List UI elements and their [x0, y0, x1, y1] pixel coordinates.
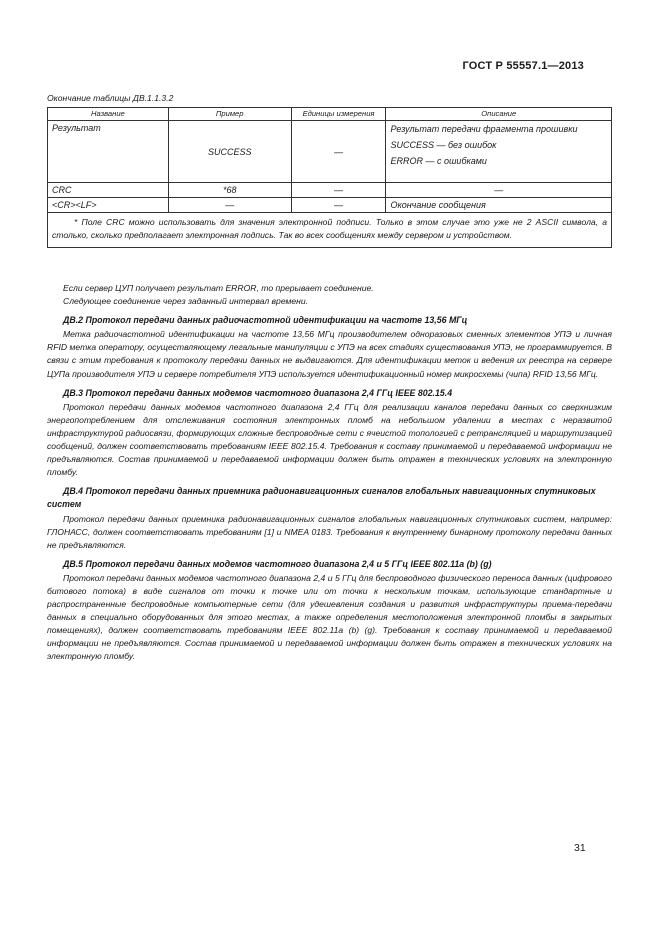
- table-note-row: [48, 213, 612, 248]
- table-header-row: [48, 108, 612, 121]
- cell-example: SUCCESS: [168, 121, 291, 183]
- intro-paragraph: Следующее соединение через заданный интервал времени.: [63, 296, 309, 307]
- parameters-table: [47, 107, 612, 248]
- description-line: ERROR — с ошибками: [390, 156, 487, 167]
- cell-name: <CR><LF>: [48, 198, 169, 213]
- cell-name: CRC: [48, 183, 169, 198]
- section-paragraph: Метка радиочастотной идентификации на частоте 13,56 МГц производителем одноразовых сменных элементов УПЭ и личная RFID метка оператору, осуществляющему легальные манипуляции с УПЭ на всех стадиях существования УПЭ, не программируется. В связи с этим требования к протоколу передачи данных не выдвигаются. Для идентификации меток и ведения их реестра на сервере ЦУПа производителя УПЭ и сервере потребителя УПЭ используется идентификационный номер микросхемы (чипа) RFID 13,56 МГц.: [47, 329, 612, 379]
- intro-paragraph: Если сервер ЦУП получает результат ERROR, то прерывает соединение.: [63, 283, 374, 293]
- section-paragraph: Протокол передачи данных приемника радионавигационных сигналов глобальных навигационных спутниковых систем, например: ГЛОНАСС, должен соответствовать требованиям [1] и NMEA 0183. Требования к внутреннему бинарному протоколу передачи данных не предъявляются.: [47, 513, 612, 550]
- table-caption: Окончание таблицы ДВ.1.1.3.2: [47, 93, 174, 103]
- document-body: [47, 282, 612, 663]
- cell-description: Окончание сообщения: [386, 198, 612, 213]
- section-heading: ДВ.5 Протокол передачи данных модемов частотного диапазона 2,4 и 5 ГГц IEEE 802.11a (b) (g): [63, 558, 492, 569]
- cell-unit: —: [291, 121, 386, 183]
- description-line: Результат передачи фрагмента прошивки: [390, 124, 578, 134]
- cell-description: —: [386, 183, 612, 198]
- column-header-unit: Единицы измерения: [291, 108, 386, 121]
- footnote-text: * Поле CRC можно использовать для значения электронной подписи. Только в этом случае это уже не 2 ASCII символа, а столько, сколько предполагает электронная подпись. Так во всех сообщениях между сервером и устройством.: [52, 217, 607, 241]
- section-heading: ДВ.3 Протокол передачи данных модемов частотного диапазона 2,4 ГГц IEEE 802.15.4: [63, 387, 453, 398]
- table-row: [48, 198, 612, 213]
- cell-unit: —: [291, 198, 386, 213]
- section-paragraph: Протокол передачи данных модемов частотного диапазона 2,4 и 5 ГГц для беспроводного физического переноса данных (цифрового битового потока) в виде сигналов от точки к точке или от точки к нескольким точкам, использующие стандартные и распространенные беспроводные компьютерные сети (для удешевления создания и развития инфраструктуры приема-передачи данных в специально оборудованных для этого местах, а также определения местоположения электронной пломбы в закрытых помещениях), должен соответствовать требованиям IEEE 802.11a (b) (g). Требования к составу принимаемой и передаваемой информации не предъявляются. Состав принимаемой и передаваемой информации должен быть отражен в технических условиях на электронную пломбу.: [47, 572, 612, 662]
- table-row: [48, 121, 612, 183]
- section-paragraph: Протокол передачи данных модемов частотного диапазона 2,4 ГГц для реализации каналов передачи данных со сверхнизким энергопотреблением для отслеживания состояния электронных пломб на небольшом удалении в местах с неразвитой инфраструктурой радиосвязи, формирующих сложные беспроводные сети с ячеистой топологией с ретрансляцией и маршрутизацией сообщений, должен соответствовать требованиям IEEE 802.15.4. Требования к составу принимаемой и передаваемой информации не предъявляются. Состав принимаемой и передаваемой информации должен быть отражен в технических условиях на электронную пломбу.: [47, 401, 612, 478]
- section-heading: ДВ.4 Протокол передачи данных приемника радионавигационных сигналов глобальных навигационных спутниковых систем: [47, 486, 596, 510]
- document-standard-number: ГОСТ Р 55557.1—2013: [462, 60, 584, 72]
- page-number: 31: [574, 842, 586, 854]
- column-header-description: Описание: [386, 108, 612, 121]
- table-footnote: [48, 213, 612, 248]
- column-header-example: Пример: [168, 108, 291, 121]
- table-row: [48, 183, 612, 198]
- cell-example: *68: [168, 183, 291, 198]
- cell-name: Результат: [48, 121, 169, 183]
- cell-description: [386, 121, 612, 183]
- cell-unit: —: [291, 183, 386, 198]
- cell-example: —: [168, 198, 291, 213]
- description-line: SUCCESS — без ошибок: [390, 140, 497, 151]
- column-header-name: Название: [48, 108, 169, 121]
- section-heading: ДВ.2 Протокол передачи данных радиочастотной идентификации на частоте 13,56 МГц: [63, 315, 468, 326]
